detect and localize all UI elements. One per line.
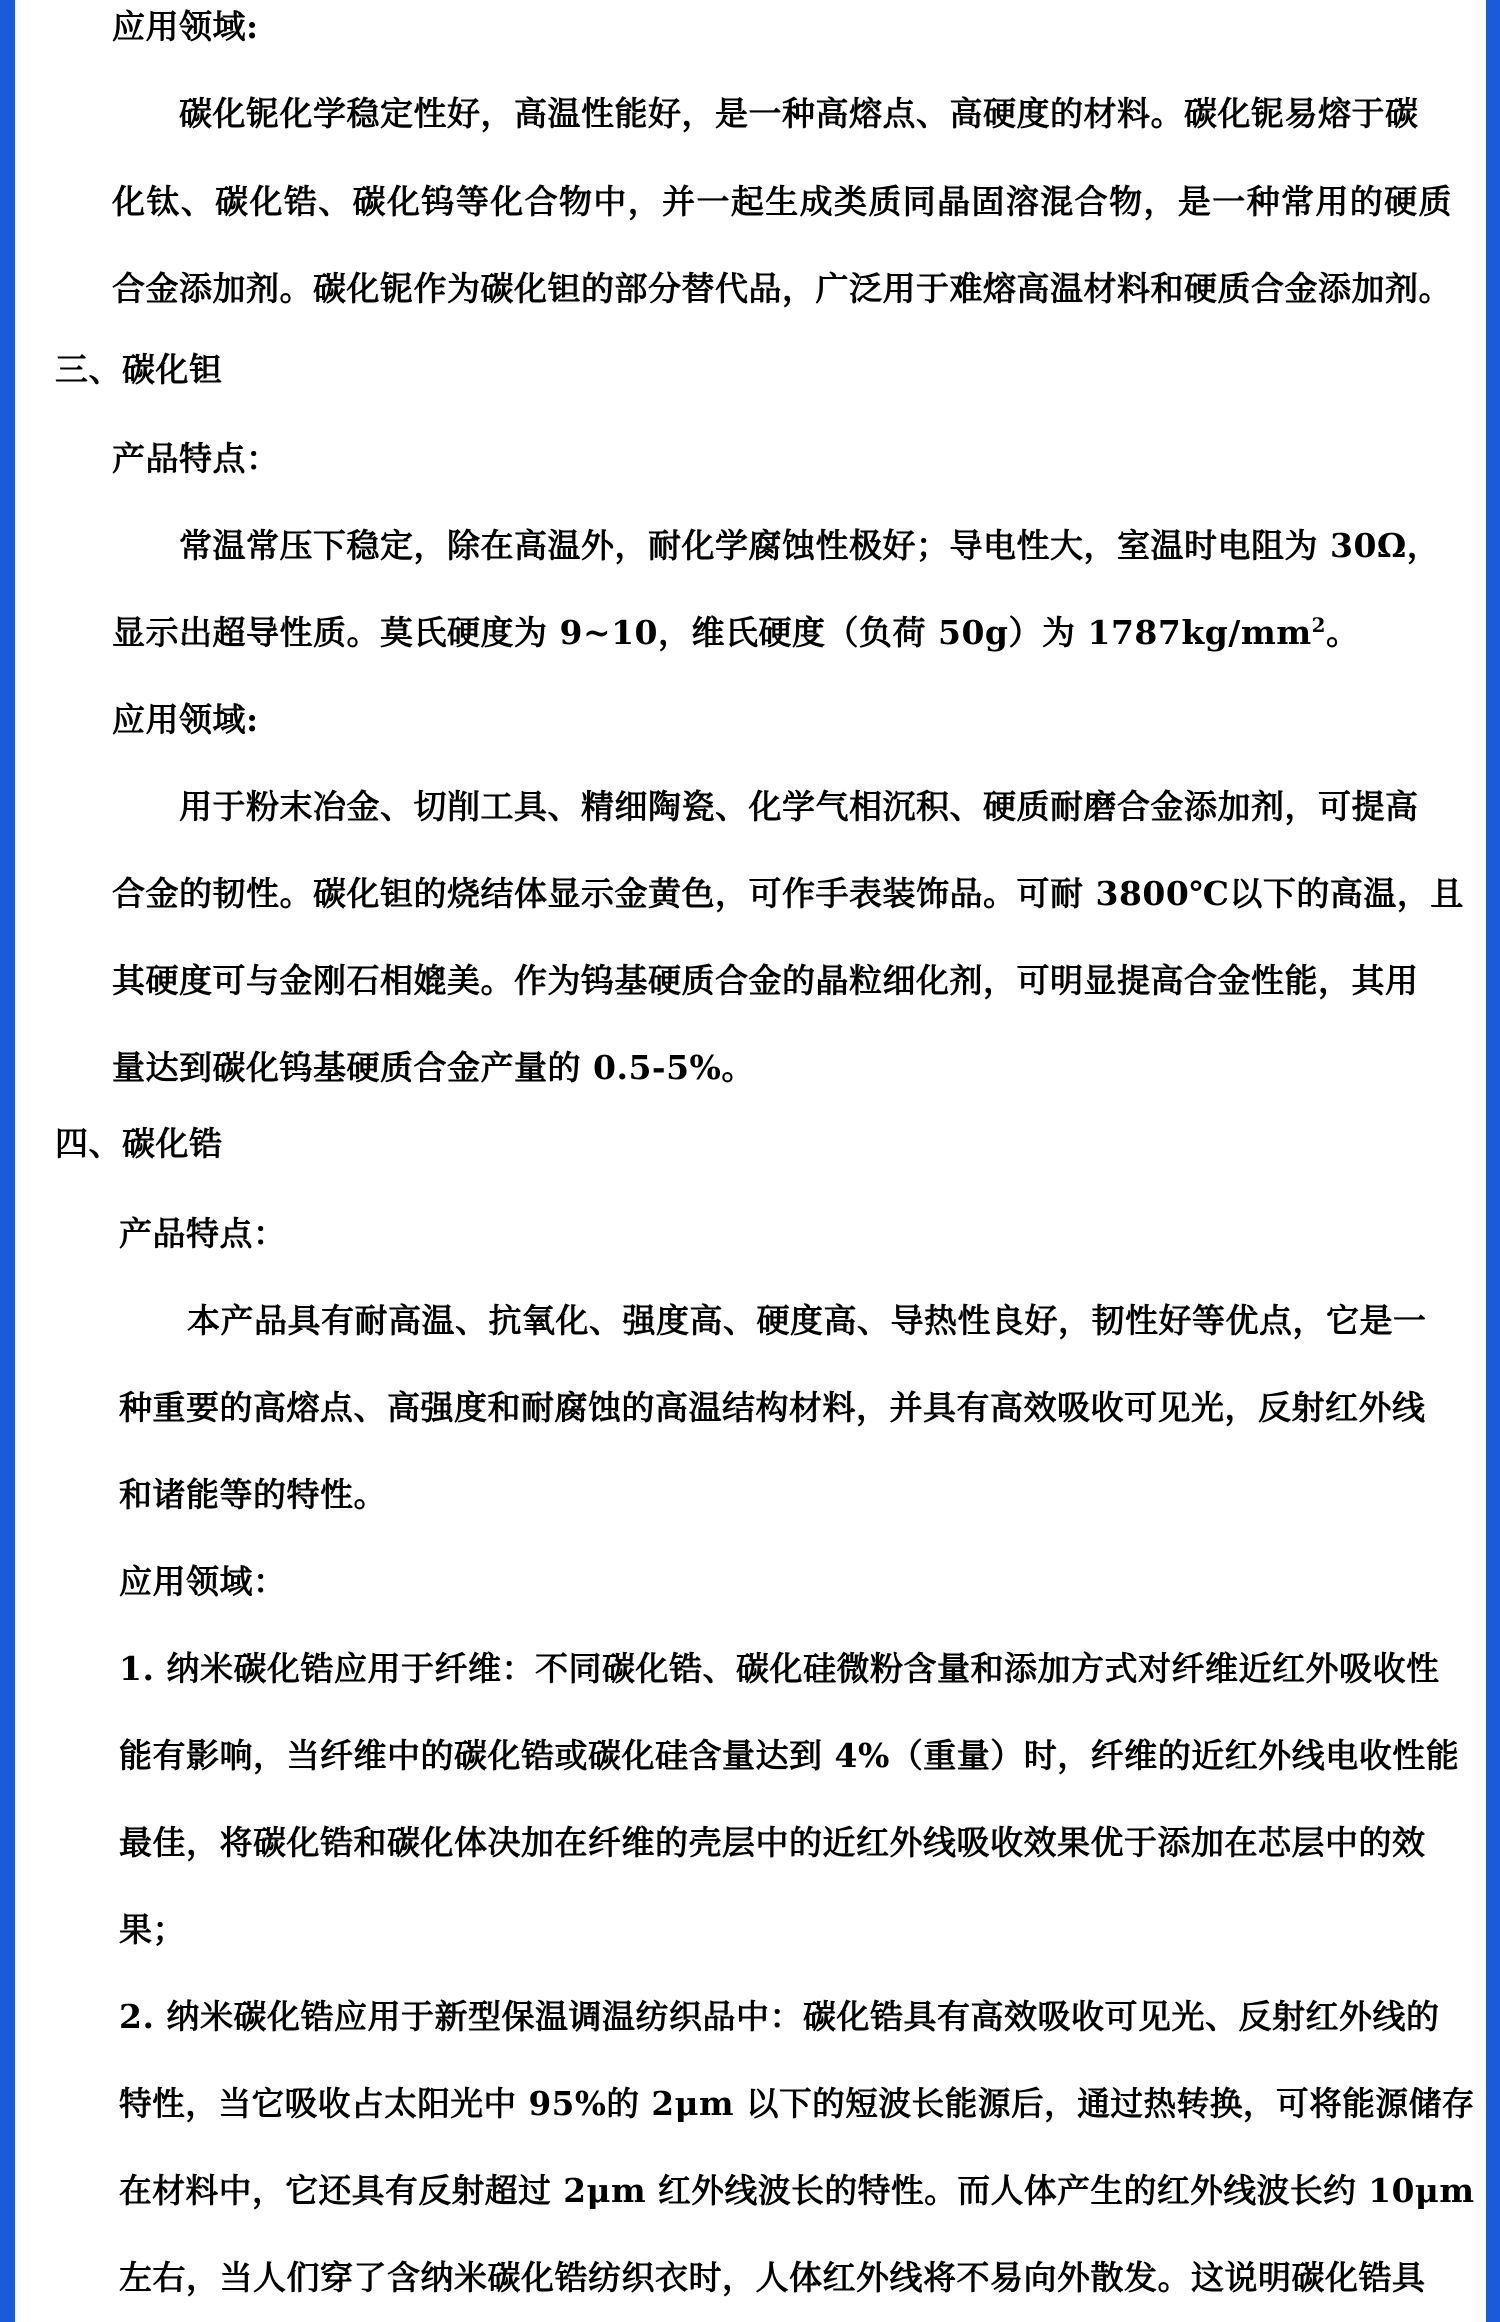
- nb-paragraph-line-3: 合金添加剂。碳化铌作为碳化钽的部分替代品，广泛用于难熔高温材料和硬质合金添加剂。: [112, 269, 1452, 308]
- zr-application-line-2: 能有影响，当纤维中的碳化锆或碳化硅含量达到 4%（重量）时，纤维的近红外线电收性能: [119, 1736, 1460, 1775]
- nb-paragraph-line-1: 碳化铌化学稳定性好，高温性能好，是一种高熔点、高硬度的材料。碳化铌易熔于碳: [179, 94, 1419, 133]
- zr-application-label: 应用领域：: [119, 1562, 287, 1601]
- zr-application-line-5: 2. 纳米碳化锆应用于新型保温调温纺织品中：碳化锆具有高效吸收可见光、反射红外线的: [119, 1997, 1440, 2036]
- zr-application-line-4: 果；: [119, 1910, 186, 1949]
- zr-application-line-1: 1. 纳米碳化锆应用于纤维：不同碳化锆、碳化硅微粉含量和添加方式对纤维近红外吸收性: [119, 1649, 1440, 1688]
- ta-feature-line-1: 常温常压下稳定，除在高温外，耐化学腐蚀性极好；导电性大，室温时电阻为 30Ω，: [179, 526, 1441, 565]
- ta-features-label: 产品特点：: [112, 439, 280, 478]
- zr-application-line-7: 在材料中，它还具有反射超过 2μm 红外线波长的特性。而人体产生的红外线波长约 10μm: [119, 2171, 1475, 2210]
- zr-application-line-3: 最佳，将碳化锆和碳化体决加在纤维的壳层中的近红外线吸收效果优于添加在芯层中的效: [119, 1823, 1426, 1862]
- zr-application-line-8: 左右，当人们穿了含纳米碳化锆纺织衣时，人体红外线将不易向外散发。这说明碳化锆具: [119, 2258, 1426, 2297]
- ta-application-line-1: 用于粉末冶金、切削工具、精细陶瓷、化学气相沉积、硬质耐磨合金添加剂，可提高: [179, 787, 1419, 826]
- zr-features-label: 产品特点：: [119, 1214, 287, 1253]
- zr-application-line-6: 特性，当它吸收占太阳光中 95%的 2μm 以下的短波长能源后，通过热转换，可将能源储存: [119, 2084, 1475, 2123]
- nb-application-label: 应用领域:: [112, 7, 259, 46]
- zr-section-heading: 四、碳化锆: [55, 1124, 223, 1163]
- ta-application-label: 应用领域:: [112, 700, 259, 739]
- ta-feature-line-2-end: 。: [1325, 613, 1360, 652]
- ta-application-line-4: 量达到碳化钨基硬质合金产量的 0.5-5%。: [112, 1048, 755, 1087]
- ta-feature-line-2: [112, 611, 1359, 655]
- ta-application-line-2: 合金的韧性。碳化钽的烧结体显示金黄色，可作手表装饰品。可耐 3800℃以下的高温，且: [112, 874, 1464, 913]
- zr-feature-line-1: 本产品具有耐高温、抗氧化、强度高、硬度高、导热性良好，韧性好等优点，它是一: [187, 1301, 1427, 1340]
- ta-feature-superscript: 2: [1311, 613, 1326, 637]
- ta-feature-line-2-text: 显示出超导性质。莫氏硬度为 9~10，维氏硬度（负荷 50g）为 1787kg/mm: [112, 613, 1312, 652]
- ta-application-line-3: 其硬度可与金刚石相媲美。作为钨基硬质合金的晶粒细化剂，可明显提高合金性能，其用: [112, 961, 1419, 1000]
- zr-feature-line-3: 和诸能等的特性。: [119, 1475, 387, 1514]
- nb-paragraph-line-2: 化钛、碳化锆、碳化钨等化合物中，并一起生成类质同晶固溶混合物，是一种常用的硬质: [112, 182, 1452, 221]
- document-page: [15, 0, 1486, 2322]
- ta-section-heading: 三、碳化钽: [55, 350, 223, 389]
- zr-feature-line-2: 种重要的高熔点、高强度和耐腐蚀的高温结构材料，并具有高效吸收可见光，反射红外线: [119, 1388, 1426, 1427]
